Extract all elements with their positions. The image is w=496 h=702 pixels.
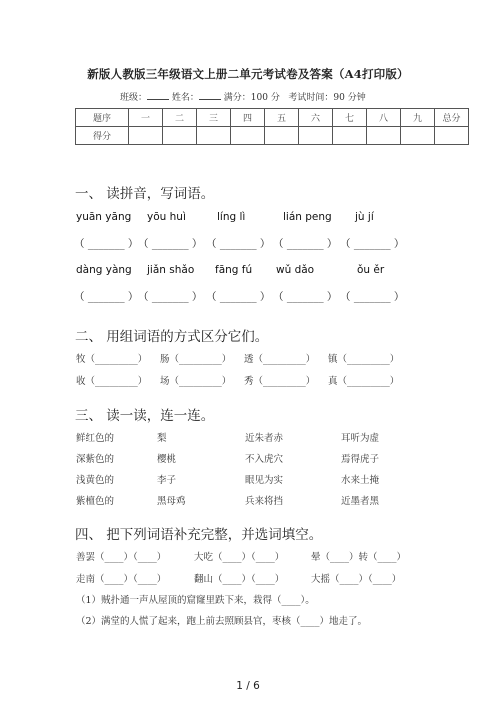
section1-title: 一、 读拼音，写词语。: [75, 186, 215, 202]
idiom-blank[interactable]: 走南（____）（____）: [76, 574, 167, 585]
answer-blank[interactable]: （ _______ ）: [74, 291, 139, 303]
score-cell[interactable]: [197, 127, 231, 145]
fill-question-2[interactable]: （2）满堂的人慌了起来，跑上前去照顾县官，枣核（____）地走了。: [76, 616, 368, 627]
answer-blank[interactable]: （ _______ ）: [340, 291, 405, 303]
header-cell: 总分: [435, 109, 469, 127]
page-number: 1 / 6: [236, 680, 260, 692]
class-label: 班级：: [120, 93, 148, 103]
section4-title: 四、 把下列词语补充完整，并选词填空。: [75, 527, 323, 543]
score-table-header: [76, 109, 469, 127]
pinyin-item: jù jí: [355, 211, 374, 223]
match-item: 梨: [157, 433, 167, 444]
match-item: 水来土掩: [341, 475, 380, 486]
header-cell: 一: [129, 109, 163, 127]
match-item: 浅黄色的: [76, 475, 115, 486]
answer-blank[interactable]: （ _______ ）: [206, 238, 271, 250]
header-cell: 二: [163, 109, 197, 127]
word-group[interactable]: 肠（_________）: [160, 354, 232, 365]
section3-title: 三、 读一读，连一连。: [75, 408, 215, 424]
match-item: 樱桃: [157, 454, 177, 465]
header-cell: 六: [299, 109, 333, 127]
answer-blank[interactable]: （ _______ ）: [206, 291, 271, 303]
score-cell[interactable]: [231, 127, 265, 145]
answer-blank[interactable]: （ _______ ）: [138, 238, 203, 250]
match-item: 不入虎穴: [245, 454, 284, 465]
idiom-blank[interactable]: 翻山（____）（____）: [194, 574, 285, 585]
word-group[interactable]: 镇（_________）: [328, 354, 400, 365]
word-group[interactable]: 牧（_________）: [76, 354, 148, 365]
answer-blank[interactable]: （ _______ ）: [340, 238, 405, 250]
match-item: 鲜红色的: [76, 433, 115, 444]
pinyin-item: dàng yàng: [76, 264, 132, 276]
fill-question-1[interactable]: （1）贼扑通一声从屋顶的窟窿里跌下来，栽得（____）。: [76, 595, 315, 606]
score-table: [75, 108, 469, 145]
answer-blank[interactable]: （ _______ ）: [74, 238, 139, 250]
pinyin-item: fāng fú: [215, 264, 253, 276]
match-item: 焉得虎子: [341, 454, 380, 465]
section2-title: 二、 用组词语的方式区分它们。: [75, 329, 269, 345]
answer-blank[interactable]: （ _______ ）: [273, 238, 338, 250]
score-cell[interactable]: [333, 127, 367, 145]
pinyin-item: wǔ dǎo: [276, 264, 315, 276]
pinyin-item: lián peng: [283, 211, 332, 223]
name-blank: [199, 90, 221, 100]
score-cell[interactable]: [299, 127, 333, 145]
pinyin-item: yōu huì: [147, 211, 186, 223]
row-label: 得分: [76, 127, 129, 145]
class-blank: [147, 90, 169, 100]
pinyin-item: jiǎn shǎo: [147, 264, 195, 276]
score-table-row: [76, 127, 469, 145]
match-item: 耳听为虚: [341, 433, 380, 444]
match-item: 深紫色的: [76, 454, 115, 465]
idiom-blank[interactable]: 大吃（____）（____）: [194, 552, 285, 563]
header-cell: 八: [367, 109, 401, 127]
header-cell: 四: [231, 109, 265, 127]
header-cell: 九: [401, 109, 435, 127]
score-cell[interactable]: [163, 127, 197, 145]
word-group[interactable]: 秀（_________）: [244, 376, 316, 387]
idiom-blank[interactable]: 善罢（____）（____）: [76, 552, 167, 563]
answer-blank[interactable]: （ _______ ）: [273, 291, 338, 303]
pinyin-item: líng lì: [217, 211, 246, 223]
match-item: 黑母鸡: [157, 496, 186, 507]
header-cell: 五: [265, 109, 299, 127]
word-group[interactable]: 真（_________）: [328, 376, 400, 387]
match-item: 近墨者黑: [341, 496, 380, 507]
pinyin-item: ǒu ěr: [357, 264, 385, 276]
header-cell: 七: [333, 109, 367, 127]
word-group[interactable]: 透（_________）: [244, 354, 316, 365]
pinyin-item: yuān yāng: [76, 211, 132, 223]
score-cell[interactable]: [129, 127, 163, 145]
idiom-blank[interactable]: 大摇（____）（____）: [311, 574, 402, 585]
score-cell[interactable]: [401, 127, 435, 145]
header-cell: 题序: [76, 109, 129, 127]
match-item: 紫檀色的: [76, 496, 115, 507]
exam-info: [120, 90, 366, 103]
idiom-blank[interactable]: 晕（____）转（____）: [311, 552, 407, 563]
match-item: 近朱者赤: [245, 433, 284, 444]
score-label: 满分：100 分: [223, 93, 280, 103]
word-group[interactable]: 场（_________）: [160, 376, 232, 387]
match-item: 兵来将挡: [245, 496, 284, 507]
answer-blank[interactable]: （ _______ ）: [138, 291, 203, 303]
name-label: 姓名：: [171, 93, 199, 103]
match-item: 李子: [157, 475, 177, 486]
word-group[interactable]: 收（_________）: [76, 376, 148, 387]
time-label: 考试时间：90 分钟: [288, 93, 366, 103]
score-cell[interactable]: [265, 127, 299, 145]
exam-title: 新版人教版三年级语文上册二单元考试卷及答案（A4打印版）: [87, 67, 409, 81]
score-cell[interactable]: [435, 127, 469, 145]
score-cell[interactable]: [367, 127, 401, 145]
match-item: 眼见为实: [245, 475, 284, 486]
header-cell: 三: [197, 109, 231, 127]
